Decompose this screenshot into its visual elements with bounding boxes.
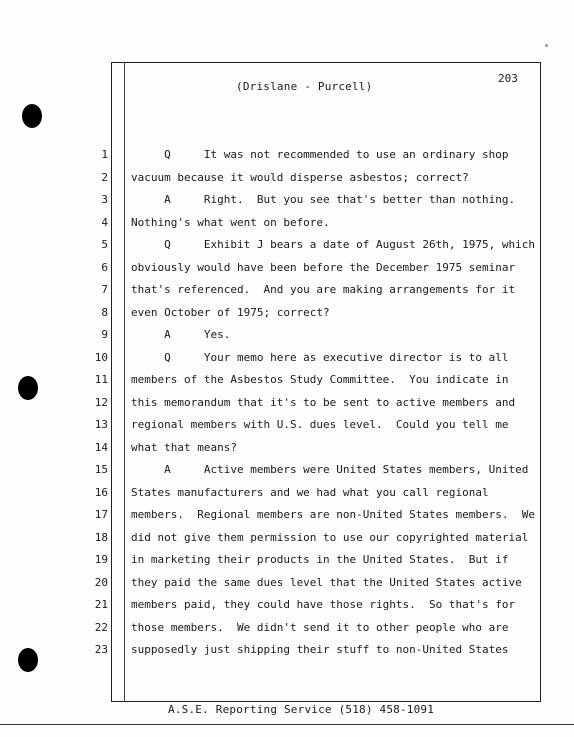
line-number: 22 (94, 621, 108, 634)
scan-speck (545, 44, 548, 47)
line-number: 11 (94, 373, 108, 386)
transcript-line: vacuum because it would disperse asbestos; correct? (131, 171, 469, 184)
page-footer: A.S.E. Reporting Service (518) 458-1091 (168, 703, 435, 716)
line-number: 17 (94, 508, 108, 521)
transcript-line: A Active members were United States members, United (131, 463, 529, 476)
transcript-line: those members. We didn't send it to other people who are (131, 621, 509, 634)
transcript-line: Nothing's what went on before. (131, 216, 330, 229)
line-number: 19 (94, 553, 108, 566)
line-number: 4 (101, 216, 108, 229)
transcript-line: members. Regional members are non-United States members. We (131, 508, 535, 521)
line-number: 3 (101, 193, 108, 206)
transcript-line: did not give them permission to use our copyrighted material (131, 531, 529, 544)
transcript-line: Q Your memo here as executive director is to all (131, 351, 509, 364)
line-number: 8 (101, 306, 108, 319)
transcript-line: Q Exhibit J bears a date of August 26th, 1975, which (131, 238, 535, 251)
line-number: 14 (94, 441, 108, 454)
transcript-line: they paid the same dues level that the United States active (131, 576, 522, 589)
line-number: 21 (94, 598, 108, 611)
line-number: 5 (101, 238, 108, 251)
line-number: 6 (101, 261, 108, 274)
transcript-line: what that means? (131, 441, 237, 454)
transcript-line: obviously would have been before the December 1975 seminar (131, 261, 516, 274)
page-header-title: (Drislane - Purcell) (236, 80, 373, 93)
footer-rule (0, 724, 574, 725)
transcript-line: members of the Asbestos Study Committee. You indicate in (131, 373, 509, 386)
line-number: 9 (101, 328, 108, 341)
line-number: 2 (101, 171, 108, 184)
punch-hole-top (22, 104, 42, 128)
page-number: 203 (498, 72, 518, 85)
line-number: 7 (101, 283, 108, 296)
transcript-line: this memorandum that it's to be sent to active members and (131, 396, 516, 409)
punch-hole-bottom (18, 648, 38, 672)
line-number: 23 (94, 643, 108, 656)
line-number: 15 (94, 463, 108, 476)
transcript-line: Q It was not recommended to use an ordinary shop (131, 148, 509, 161)
transcript-line: in marketing their products in the United States. But if (131, 553, 509, 566)
transcript-line: A Yes. (131, 328, 231, 341)
transcript-line: even October of 1975; correct? (131, 306, 330, 319)
transcript-line: supposedly just shipping their stuff to non-United States (131, 643, 509, 656)
line-number: 13 (94, 418, 108, 431)
transcript-line: States manufacturers and we had what you call regional (131, 486, 489, 499)
line-number: 12 (94, 396, 108, 409)
line-number: 18 (94, 531, 108, 544)
transcript-line: members paid, they could have those rights. So that's for (131, 598, 516, 611)
line-number: 16 (94, 486, 108, 499)
line-number: 1 (101, 148, 108, 161)
transcript-line: that's referenced. And you are making arrangements for it (131, 283, 516, 296)
line-number: 10 (94, 351, 108, 364)
transcript-line: regional members with U.S. dues level. Could you tell me (131, 418, 509, 431)
punch-hole-middle (18, 376, 38, 400)
transcript-line: A Right. But you see that's better than nothing. (131, 193, 516, 206)
line-number-margin-rule (124, 62, 125, 702)
line-number: 20 (94, 576, 108, 589)
